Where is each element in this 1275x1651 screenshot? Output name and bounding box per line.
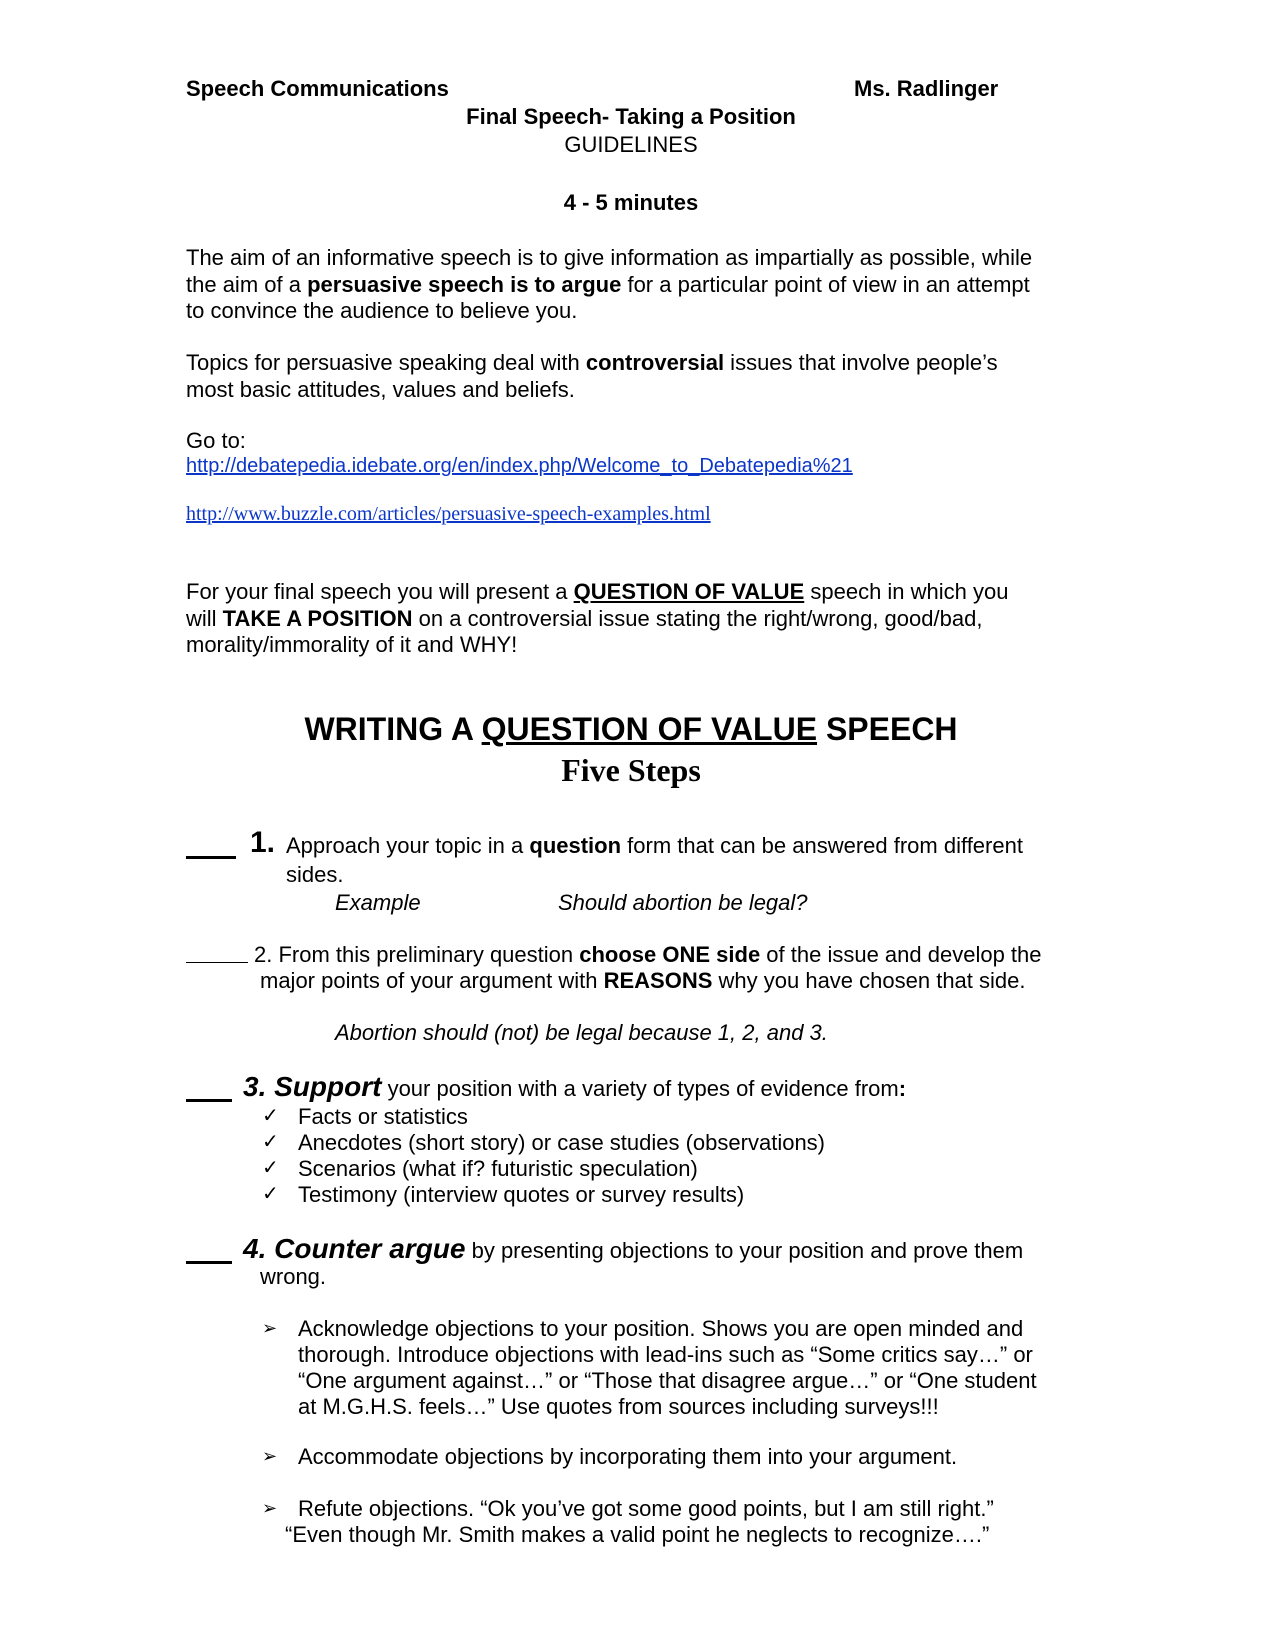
step3-checkbox-blank[interactable] <box>186 1081 232 1102</box>
assignment-line: will TAKE A POSITION on a controversial issue stating the right/wrong, good/bad, <box>186 605 983 631</box>
check-icon: ✓ <box>262 1157 279 1179</box>
counter-bullet-line: Refute objections. “Ok you’ve got some good points, but I am still right.” <box>298 1496 994 1521</box>
step1-text-line2: sides. <box>286 862 344 887</box>
step2-text-line2: major points of your argument with REASONS why you have chosen that side. <box>260 968 1026 993</box>
goto-label: Go to: <box>186 428 246 453</box>
document-subtitle: GUIDELINES <box>564 132 698 157</box>
arrow-bullet-icon: ➢ <box>262 1498 278 1518</box>
duration: 4 - 5 minutes <box>563 190 699 215</box>
check-icon: ✓ <box>262 1131 279 1153</box>
step2-text: 2. From this preliminary question choose ONE side of the issue and develop the <box>254 942 1042 967</box>
step1-number: 1. <box>250 826 276 859</box>
evidence-item: Facts or statistics <box>298 1104 468 1129</box>
intro-paragraph-1 <box>186 245 1086 325</box>
check-icon: ✓ <box>262 1105 279 1127</box>
intro-line: to convince the audience to believe you. <box>186 298 578 323</box>
intro-line: Topics for persuasive speaking deal with controversial issues that involve people’s <box>186 350 998 375</box>
step4-text: 4. Counter argue by presenting objections to your position and prove them <box>243 1233 1024 1264</box>
assignment-paragraph <box>186 579 1086 659</box>
intro-line: The aim of an informative speech is to give information as impartially as possible, while <box>186 245 1033 270</box>
step1-example-label: Example <box>335 890 421 915</box>
step2-checkbox-blank[interactable] <box>186 944 248 963</box>
intro-line: most basic attitudes, values and beliefs. <box>186 376 575 402</box>
step1-text: Approach your topic in a question form that can be answered from different <box>286 833 1023 858</box>
evidence-item: Scenarios (what if? futuristic speculation) <box>298 1156 698 1181</box>
counter-bullet-line: “Even though Mr. Smith makes a valid point he neglects to recognize….” <box>285 1522 990 1547</box>
step1-example: Should abortion be legal? <box>558 890 808 915</box>
counter-bullet-line: “One argument against…” or “Those that disagree argue…” or “One student <box>298 1368 1037 1393</box>
intro-line: the aim of a persuasive speech is to argue for a particular point of view in an attempt <box>186 271 1030 297</box>
counter-bullet-line: Accommodate objections by incorporating them into your argument. <box>298 1444 958 1469</box>
buzzle-link[interactable]: http://www.buzzle.com/articles/persuasive-speech-examples.html <box>186 503 711 525</box>
counter-bullet-line: at M.G.H.S. feels…” Use quotes from sources including surveys!!! <box>298 1394 939 1419</box>
counter-bullet-line: thorough. Introduce objections with lead-ins such as “Some critics say…” or <box>298 1342 1033 1367</box>
evidence-item: Anecdotes (short story) or case studies (observations) <box>298 1130 826 1155</box>
evidence-item: Testimony (interview quotes or survey results) <box>298 1182 745 1207</box>
assignment-line: For your final speech you will present a QUESTION OF VALUE speech in which you <box>186 579 1009 604</box>
assignment-line: morality/immorality of it and WHY! <box>186 632 518 657</box>
arrow-bullet-icon: ➢ <box>262 1318 278 1338</box>
course-name: Speech Communications <box>186 76 449 101</box>
section-heading: WRITING A QUESTION OF VALUE SPEECH <box>304 711 958 747</box>
step2-example: Abortion should (not) be legal because 1, 2, and 3. <box>335 1020 828 1045</box>
intro-paragraph-2 <box>186 350 1086 403</box>
step1-checkbox-blank[interactable] <box>186 838 236 859</box>
section-subheading: Five Steps <box>561 752 701 788</box>
arrow-bullet-icon: ➢ <box>262 1446 278 1466</box>
step3-text: 3. Support your position with a variety of types of evidence from: <box>243 1071 907 1102</box>
document-title: Final Speech- Taking a Position <box>466 104 796 129</box>
teacher-name: Ms. Radlinger <box>854 76 999 101</box>
step4-checkbox-blank[interactable] <box>186 1243 232 1264</box>
step4-text-line2: wrong. <box>260 1264 327 1289</box>
debatepedia-link[interactable]: http://debatepedia.idebate.org/en/index.php/Welcome_to_Debatepedia%21 <box>186 455 853 477</box>
counter-bullet-line: Acknowledge objections to your position. Shows you are open minded and <box>298 1316 1024 1341</box>
check-icon: ✓ <box>262 1183 279 1205</box>
